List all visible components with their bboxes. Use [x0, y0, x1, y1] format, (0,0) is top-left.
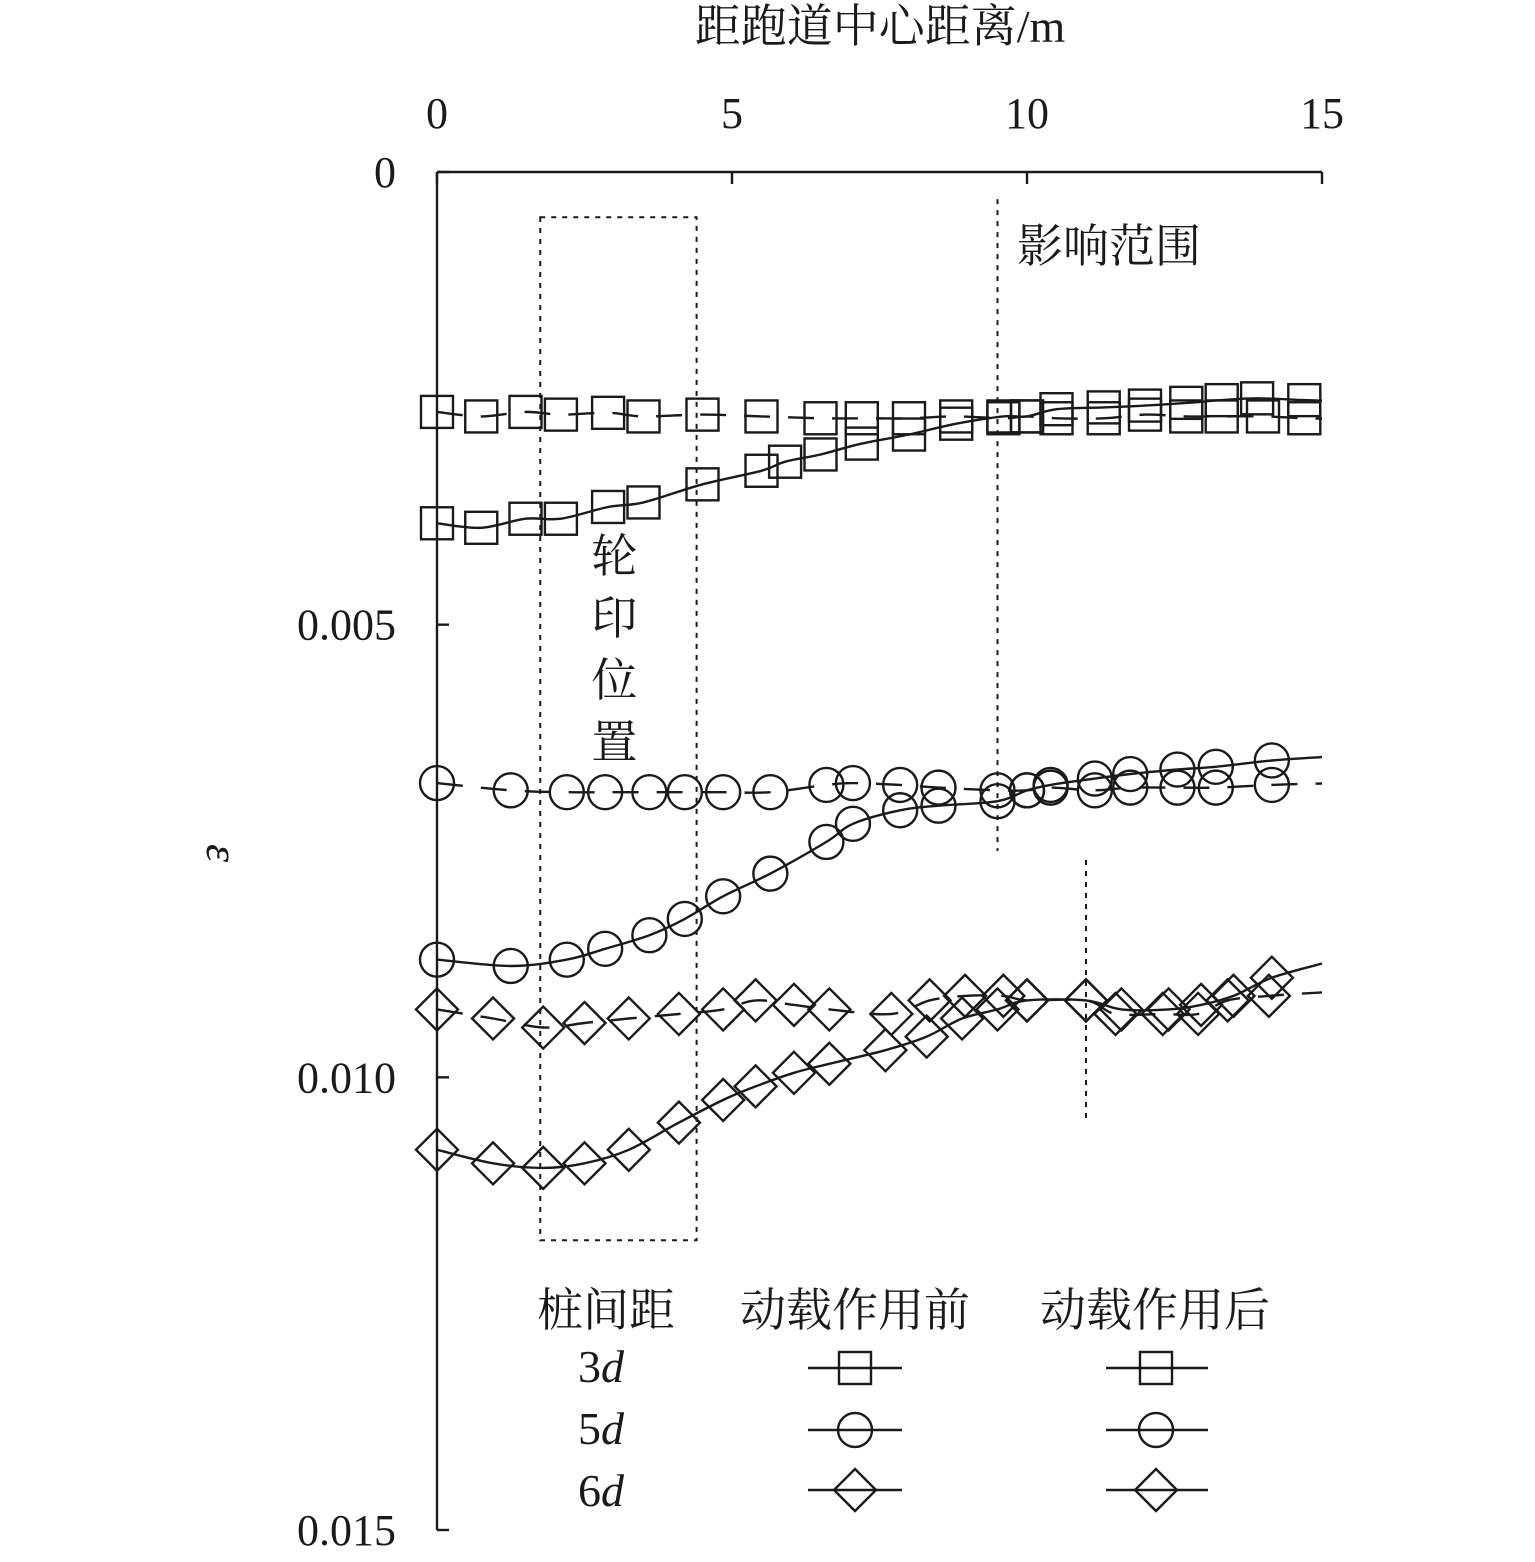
series-6d-after: [416, 957, 1322, 1189]
wheel-position-label: [591, 531, 637, 768]
y-ticks: [297, 148, 449, 1555]
legend-row-3d: 3d: [578, 1341, 624, 1392]
x-ticks: [426, 89, 1344, 184]
x-tick-label: 15: [1300, 89, 1344, 138]
series-layer: [416, 382, 1322, 1189]
y-tick-label: 0.010: [297, 1053, 396, 1103]
y-axis-title: ε: [197, 843, 248, 863]
legend-header-spacing: 桩间距: [537, 1285, 675, 1336]
y-tick-label: 0.015: [297, 1506, 396, 1555]
influence-range-label: 影响范围: [1017, 221, 1201, 272]
legend-row-5d: 5d: [578, 1403, 624, 1454]
series-5d-before: [420, 766, 1322, 809]
x-axis-title: 距跑道中心距离/m: [694, 1, 1066, 52]
series-3d-after: [421, 382, 1322, 543]
x-tick-label: 0: [426, 89, 448, 138]
wheel-position-char: 位: [591, 655, 638, 706]
x-tick-label: 10: [1005, 89, 1049, 138]
legend: [537, 1285, 1270, 1516]
legend-header-after: 动载作用后: [1040, 1285, 1270, 1336]
x-tick-label: 5: [721, 89, 743, 138]
y-tick-label: 0: [374, 148, 396, 197]
series-line: [437, 783, 1322, 793]
legend-samples: [808, 1352, 1208, 1511]
wheel-position-char: 印: [591, 593, 638, 644]
legend-row-6d: 6d: [578, 1465, 624, 1516]
wheel-position-char: 轮: [591, 531, 638, 582]
y-tick-label: 0.005: [297, 600, 396, 650]
legend-header-before: 动载作用前: [740, 1285, 970, 1336]
wheel-position-char: 置: [591, 717, 638, 768]
influence-range-lines: [998, 199, 1087, 1122]
